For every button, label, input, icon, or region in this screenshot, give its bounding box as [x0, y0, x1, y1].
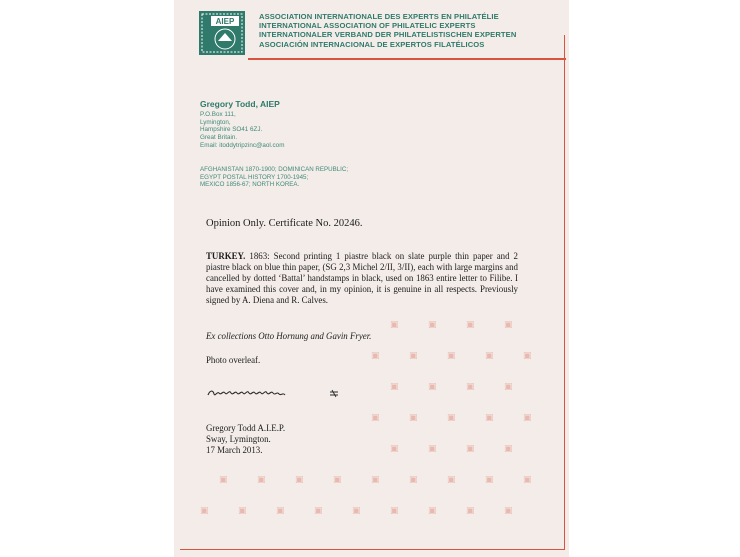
watermark-glyph: ▣: [504, 444, 513, 454]
address-line: Hampshire SO41 6ZJ.: [200, 126, 263, 134]
expert-address: [200, 111, 284, 150]
watermark-glyph: ▣: [295, 475, 304, 485]
watermark-glyph: ▣: [504, 506, 513, 516]
aiep-logo: [198, 10, 246, 56]
watermark-glyph: ▣: [257, 475, 266, 485]
address-line: P.O.Box 111,: [200, 111, 236, 118]
watermark-glyph: ▣: [466, 506, 475, 516]
signoff-block: [206, 423, 285, 456]
watermark-glyph: ▣: [390, 382, 399, 392]
handwritten-signature: [206, 384, 346, 402]
association-name-de: INTERNATIONALER VERBAND DER PHILATELISTISCHEN EXPERTEN: [259, 30, 517, 40]
address-line: Great Britain.: [200, 134, 238, 142]
speciality-line: EGYPT POSTAL HISTORY 1700-1945;: [200, 173, 309, 181]
certificate-opinion: [206, 251, 518, 306]
watermark-glyph: ▣: [409, 475, 418, 485]
watermark-glyph: ▣: [504, 320, 513, 330]
watermark-glyph: ▣: [333, 475, 342, 485]
watermark-glyph: ▣: [485, 351, 494, 361]
watermark-glyph: ▣: [523, 413, 532, 423]
watermark-glyph: ▣: [409, 413, 418, 423]
watermark-glyph: ▣: [276, 506, 285, 516]
certificate-heading: Opinion Only. Certificate No. 20246.: [206, 218, 363, 229]
watermark-glyph: ▣: [200, 506, 209, 516]
watermark-glyph: ▣: [371, 351, 380, 361]
watermark-glyph: ▣: [485, 475, 494, 485]
association-name-fr: ASSOCIATION INTERNATIONALE DES EXPERTS EN PHILATÉLIE: [259, 12, 499, 21]
watermark-glyph: ▣: [390, 444, 399, 454]
speciality-line: AFGHANISTAN 1870-1900; DOMINICAN REPUBLIC;: [200, 166, 349, 173]
watermark-glyph: ▣: [466, 320, 475, 330]
watermark-glyph: ▣: [428, 506, 437, 516]
watermark-glyph: ▣: [428, 382, 437, 392]
watermark-glyph: ▣: [447, 351, 456, 361]
watermark-glyph: ▣: [371, 413, 380, 423]
country-label: TURKEY.: [206, 251, 246, 261]
watermark-glyph: ▣: [504, 382, 513, 392]
watermark-glyph: ▣: [485, 413, 494, 423]
watermark-glyph: ▣: [352, 506, 361, 516]
signoff-location: Sway, Lymington.: [206, 434, 271, 445]
watermark-glyph: ▣: [466, 382, 475, 392]
ex-collections: Ex collections Otto Hornung and Gavin Fryer.: [206, 331, 372, 341]
watermark-glyph: ▣: [447, 475, 456, 485]
description-text: 1863: Second printing 1 piastre black on slate purple thin paper and 2 piastre black on blue thin paper, (SG 2,3 Michel 2/II, 3/II), each with large margins and cancelled by dotted ‘Battal’ handstamps in black, used on 1863 entire letter to Filibe. I have examined this cover and, in my opinion, it is genuine in all respects. Previously signed by A. Diena and R. Calves.: [206, 251, 518, 306]
watermark-glyph: ▣: [523, 351, 532, 361]
expert-specialities: [200, 166, 348, 189]
association-name-en: INTERNATIONAL ASSOCIATION OF PHILATELIC EXPERTS: [259, 21, 476, 31]
watermark-glyph: ▣: [390, 506, 399, 516]
watermark-glyph: ▣: [409, 351, 418, 361]
watermark-glyph: ▣: [447, 413, 456, 423]
signoff-name: Gregory Todd A.I.E.P.: [206, 423, 286, 433]
email-line: Email: itoddytripzinc@aol.com: [200, 141, 285, 149]
expert-name: Gregory Todd, AIEP: [200, 99, 280, 109]
watermark-glyph: ▣: [219, 475, 228, 485]
signoff-date: 17 March 2013.: [206, 445, 263, 456]
watermark-glyph: ▣: [523, 475, 532, 485]
address-line: Lymington,: [200, 118, 231, 126]
watermark-glyph: ▣: [428, 444, 437, 454]
logo-text: AIEP: [215, 17, 235, 26]
watermark-glyph: ▣: [371, 475, 380, 485]
watermark-glyph: ▣: [390, 320, 399, 330]
photo-note: Photo overleaf.: [206, 355, 261, 365]
association-name-es: ASOCIACIÓN INTERNACIONAL DE EXPERTOS FILATÉLICOS: [259, 39, 485, 49]
watermark-glyph: ▣: [428, 320, 437, 330]
watermark-glyph: ▣: [466, 444, 475, 454]
speciality-line: MEXICO 1856-67; NORTH KOREA.: [200, 181, 300, 189]
watermark-glyph: ▣: [314, 506, 323, 516]
association-names: [259, 12, 516, 49]
watermark-glyph: ▣: [238, 506, 247, 516]
